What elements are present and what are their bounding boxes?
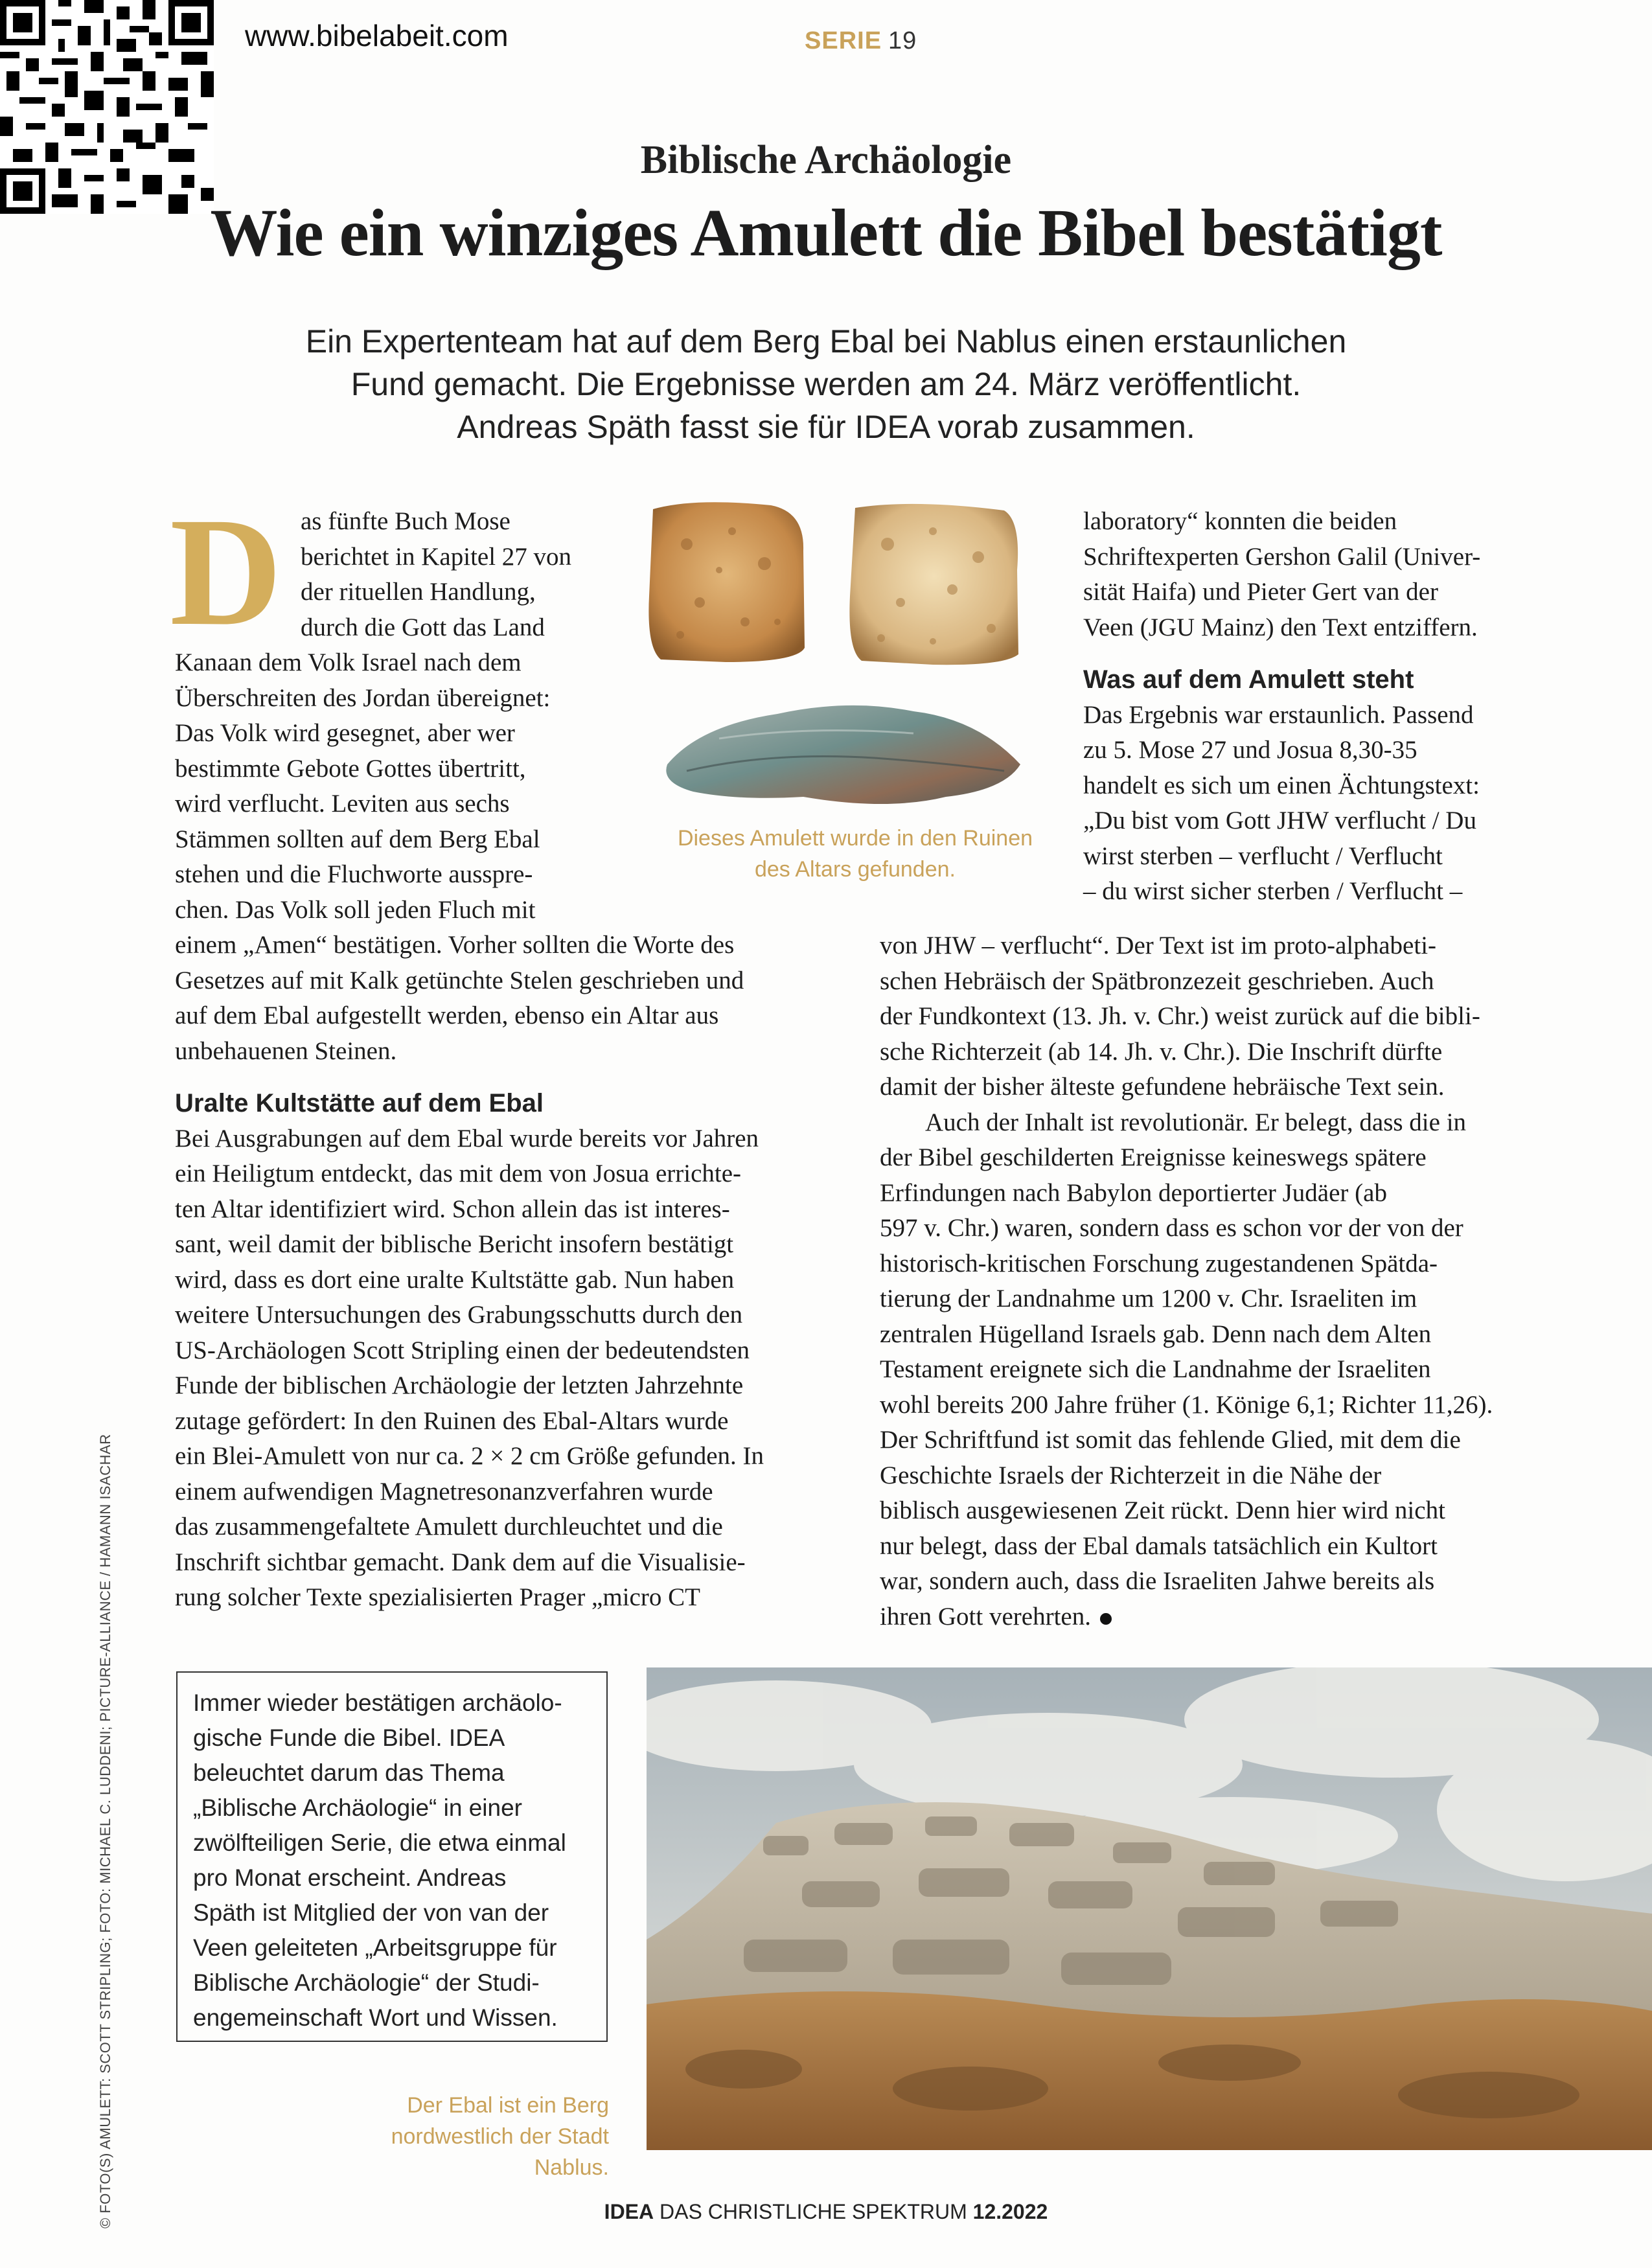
column-right	[880, 928, 1541, 1634]
page-number: 19	[888, 27, 917, 54]
text-line: einem „Amen“ bestätigen. Vorher sollten die Worte des	[175, 931, 735, 959]
text-line: stehen und die Fluchworte ausspre-	[175, 860, 533, 888]
text-line: schen Hebräisch der Spätbronzezeit geschrieben. Auch	[880, 967, 1434, 995]
text-line: einem aufwendigen Magnetresonanzverfahren wurde	[175, 1477, 713, 1506]
amulet-caption	[648, 823, 1062, 885]
mount-ebal-photo	[647, 1667, 1652, 2150]
text-line: von JHW – verflucht“. Der Text ist im proto-alphabeti-	[880, 932, 1437, 959]
text-line: das zusammengefaltete Amulett durchleuchtet und die	[175, 1513, 723, 1541]
text-line: 597 v. Chr.) waren, sondern dass es schon vor der von der	[880, 1214, 1463, 1242]
text-line: Testament ereignete sich die Landnahme der Israeliten	[880, 1355, 1431, 1383]
text-line: „Du bist vom Gott JHW verflucht / Du	[1083, 807, 1476, 834]
text-line: Erfindungen nach Babylon deportierter Judäer (ab	[880, 1178, 1387, 1207]
box-line: Veen geleiteten „Arbeitsgruppe für	[193, 1934, 557, 1961]
photo-credit	[97, 1434, 123, 2235]
text-line: Geschichte Israels der Richterzeit in die Nähe der	[880, 1461, 1382, 1489]
box-line: „Biblische Archäologie“ in einer	[193, 1794, 522, 1821]
lead-line: Andreas Späth fasst sie für IDEA vorab zusammen.	[457, 409, 1195, 445]
intro-short-lines	[301, 504, 637, 645]
text-line: Überschreiten des Jordan übereignet:	[175, 683, 551, 712]
article-lead	[246, 320, 1406, 448]
text-line: Gesetzes auf mit Kalk getünchte Stelen geschrieben und	[175, 966, 744, 994]
amulet-side-image	[666, 705, 1020, 804]
text-line: laboratory“ konnten die beiden	[1083, 507, 1397, 535]
text-line: chen. Das Volk soll jeden Fluch mit	[175, 895, 536, 924]
box-line: gische Funde die Bibel. IDEA	[193, 1724, 505, 1751]
text-line: handelt es sich um einen Ächtungstext:	[1083, 771, 1480, 799]
text-line: durch die Gott das Land	[301, 613, 545, 641]
text-line: der Bibel geschilderten Ereignisse keineswegs spätere	[880, 1143, 1427, 1171]
text-line: tierung der Landnahme um 1200 v. Chr. Israeliten im	[880, 1285, 1417, 1312]
text-line: Auch der Inhalt ist revolutionär. Er belegt, dass die in	[925, 1108, 1467, 1136]
text-line: unbehauenen Steinen.	[175, 1037, 397, 1065]
article-headline: Wie ein winziges Amulett die Bibel bestätigt	[210, 196, 1442, 270]
text-line: nur belegt, dass der Ebal damals tatsächlich ein Kultort	[880, 1531, 1438, 1560]
text-line: weitere Untersuchungen des Grabungsschutts durch den	[175, 1301, 743, 1329]
text-line: Das Ergebnis war erstaunlich. Passend	[1083, 700, 1474, 729]
box-line: Biblische Archäologie“ der Studi-	[193, 1969, 540, 1996]
text-line: der rituellen Handlung,	[301, 578, 536, 606]
series-marker	[805, 27, 917, 55]
text-line: ein Heiligtum entdeckt, das mit dem von Josua errichte-	[175, 1160, 742, 1187]
text-line: biblisch ausgewiesenen Zeit rückt. Denn hier wird nicht	[880, 1496, 1445, 1524]
text-line: bestimmte Gebote Gottes übertritt,	[175, 754, 526, 783]
text-line: Inschrift sichtbar gemacht. Dank dem auf die Visualisie-	[175, 1548, 746, 1576]
column-right-top	[1083, 504, 1537, 910]
text-line: rung solcher Texte spezialisierten Prager „micro CT	[175, 1583, 700, 1611]
website-url: www.bibelabeit.com	[245, 19, 509, 52]
text-line: wirst sterben – verflucht / Verflucht	[1083, 842, 1443, 870]
text-line: Funde der biblischen Archäologie der letzten Jahrzehnte	[175, 1371, 744, 1399]
footer-brand: IDEA	[604, 2200, 654, 2223]
photo-caption	[363, 2090, 609, 2183]
caption-line: Der Ebal ist ein Berg	[407, 2093, 609, 2118]
text-line: der Fundkontext (13. Jh. v. Chr.) weist zurück auf die bibli-	[880, 1002, 1480, 1030]
text-line: war, sondern auch, dass die Israeliten Jahwe bereits als	[880, 1567, 1435, 1595]
text-line: zutage gefördert: In den Ruinen des Ebal-Altars wurde	[175, 1406, 729, 1435]
text-line: Schriftexperten Gershon Galil (Univer-	[1083, 542, 1481, 571]
caption-line: Dieses Amulett wurde in den Ruinen	[677, 826, 1033, 851]
text-line: sität Haifa) und Pieter Gert van der	[1083, 578, 1438, 606]
amulet-photos	[641, 492, 1056, 855]
text-line: berichtet in Kapitel 27 von	[301, 542, 572, 571]
end-mark-icon	[1100, 1613, 1112, 1625]
box-line: pro Monat erscheint. Andreas	[193, 1864, 507, 1891]
text-line: damit der bisher älteste gefundene hebräische Text sein.	[880, 1073, 1445, 1101]
box-line: Späth ist Mitglied der von van der	[193, 1899, 549, 1926]
text-line: historisch-kritischen Forschung zugestandenen Spätda-	[880, 1249, 1438, 1277]
text-line-last	[880, 1599, 1541, 1635]
lead-line: Ein Expertenteam hat auf dem Berg Ebal bei Nablus einen erstaunlichen	[305, 323, 1347, 360]
subheading-was-auf-dem-amulett-steht: Was auf dem Amulett steht	[1083, 665, 1414, 694]
text-line: auf dem Ebal aufgestellt werden, ebenso ein Altar aus	[175, 1002, 719, 1029]
drop-cap: D	[170, 485, 282, 658]
text-line: as fünfte Buch Mose	[301, 507, 511, 535]
amulet-front-image	[648, 502, 805, 662]
text-line: ten Altar identifiziert wird. Schon allein das ist interes-	[175, 1195, 730, 1223]
text-line: Kanaan dem Volk Israel nach dem	[175, 648, 522, 676]
text-line: sant, weil damit der biblische Bericht insofern bestätigt	[175, 1230, 734, 1258]
photo-credit-text: © FOTO(S) AMULETT: SCOTT STRIPLING; FOTO: MICHAEL C. LUDDENI; PICTURE-ALLIANCE / HAMANN ISACHAR	[97, 1434, 113, 2228]
footer-issue: 12.2022	[972, 2200, 1048, 2223]
box-line: Immer wieder bestätigen archäolo-	[193, 1690, 562, 1716]
footer-publication: DAS CHRISTLICHE SPEKTRUM	[660, 2200, 967, 2223]
box-line: zwölfteiligen Serie, die etwa einmal	[193, 1829, 566, 1856]
text-line: Veen (JGU Mainz) den Text entziffern.	[1083, 613, 1478, 641]
caption-line: des Altars gefunden.	[754, 857, 956, 882]
subheading-uralte-kultstaette: Uralte Kultstätte auf dem Ebal	[175, 1089, 544, 1117]
amulet-back-image	[849, 504, 1018, 665]
box-line: beleuchtet darum das Thema	[193, 1759, 505, 1786]
text-line: Der Schriftfund ist somit das fehlende Glied, mit dem die	[880, 1426, 1461, 1454]
text-line: wohl bereits 200 Jahre früher (1. Könige 6,1; Richter 11,26).	[880, 1390, 1493, 1419]
text-line: sche Richterzeit (ab 14. Jh. v. Chr.). Die Inschrift dürfte	[880, 1037, 1443, 1066]
text-line: zentralen Hügelland Israels gab. Denn nach dem Alten	[880, 1320, 1432, 1348]
text-line: wird verflucht. Leviten aus sechs	[175, 790, 510, 818]
text-line: zu 5. Mose 27 und Josua 8,30-35	[1083, 736, 1417, 764]
text-line: wird, dass es dort eine uralte Kultstätte gab. Nun haben	[175, 1265, 735, 1294]
text-line: ihren Gott verehrten.	[880, 1602, 1091, 1631]
text-line: – du wirst sicher sterben / Verflucht –	[1083, 877, 1463, 905]
text-line: Das Volk wird gesegnet, aber wer	[175, 719, 515, 747]
article-kicker: Biblische Archäologie	[640, 138, 1012, 182]
caption-line: nordwestlich der Stadt Nablus.	[391, 2124, 609, 2180]
text-line: ein Blei-Amulett von nur ca. 2 × 2 cm Größe gefunden. In	[175, 1442, 764, 1470]
text-line: Stämmen sollten auf dem Berg Ebal	[175, 825, 540, 853]
text-line: Bei Ausgrabungen auf dem Ebal wurde bereits vor Jahren	[175, 1124, 759, 1152]
series-info-box	[176, 1671, 608, 2042]
lead-line: Fund gemacht. Die Ergebnisse werden am 24. März veröffentlicht.	[350, 366, 1302, 402]
page-footer	[0, 2200, 1652, 2224]
series-label: SERIE	[805, 27, 882, 54]
text-line: US-Archäologen Scott Stripling einen der bedeutendsten	[175, 1336, 750, 1364]
box-line: engemeinschaft Wort und Wissen.	[193, 2004, 558, 2031]
